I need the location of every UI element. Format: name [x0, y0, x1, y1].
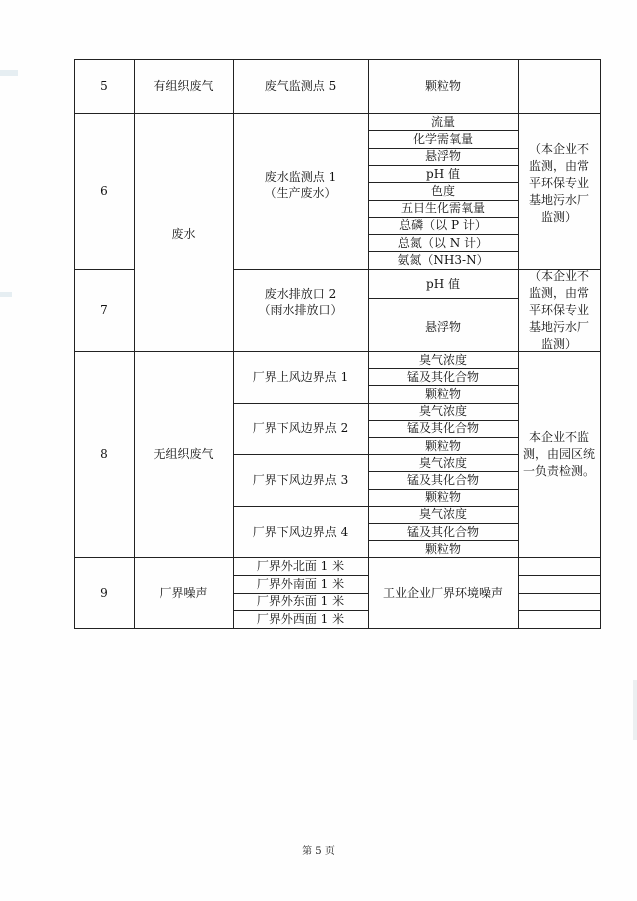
monitoring-item-cell: 悬浮物 — [424, 319, 461, 334]
monitoring-item-cell: 工业企业厂界环境噪声 — [382, 585, 503, 600]
remark-cell: 监测） — [540, 209, 577, 224]
table-rule — [233, 59, 234, 629]
remark-cell: （本企业不 — [528, 141, 589, 156]
monitoring-item-cell: 锰及其化合物 — [406, 369, 479, 384]
monitoring-item-cell: pH 值 — [426, 276, 460, 291]
remark-cell: 本企业不监 — [528, 430, 589, 445]
row-number: 5 — [100, 79, 108, 93]
monitoring-point-cell: 废水监测点 1 — [264, 169, 337, 184]
table-rule — [368, 368, 519, 369]
table-rule — [368, 523, 519, 524]
monitoring-item-cell: 锰及其化合物 — [406, 421, 479, 436]
page-number: 第 5 页 — [302, 846, 335, 857]
monitoring-point-cell: （生产废水） — [264, 185, 337, 200]
table-rule — [368, 200, 519, 201]
monitoring-item-cell: 臭气浓度 — [418, 507, 467, 522]
remark-cell: 监测，由常 — [528, 286, 589, 300]
remark-cell: 基地污水厂 — [528, 192, 589, 207]
monitoring-item-cell: 色度 — [430, 183, 455, 198]
monitoring-item-cell: 颗粒物 — [424, 79, 461, 93]
remark-cell: 监测，由常 — [528, 158, 589, 173]
monitoring-item-cell: 锰及其化合物 — [406, 473, 479, 487]
table-rule — [518, 610, 601, 611]
scan-edge-mark — [0, 292, 12, 297]
remark-cell: 监测） — [540, 337, 577, 351]
table-rule — [368, 165, 519, 166]
remark-cell: 一负责检测。 — [522, 464, 595, 479]
monitoring-item-cell: 臭气浓度 — [418, 404, 467, 419]
monitoring-item-cell: 总磷（以 P 计） — [399, 218, 487, 233]
category-cell: 无组织废气 — [153, 447, 214, 462]
monitoring-point-cell: 厂界下风边界点 3 — [252, 473, 349, 487]
category-cell: 有组织废气 — [153, 79, 214, 93]
table-rule — [368, 471, 519, 472]
monitoring-item-cell: 臭气浓度 — [418, 455, 467, 470]
category-cell: 废水 — [171, 227, 196, 241]
row-number: 9 — [100, 585, 108, 600]
table-rule — [368, 59, 369, 629]
monitoring-point-cell: 厂界上风边界点 1 — [252, 369, 349, 384]
table-rule — [74, 59, 75, 629]
remark-cell: （本企业不 — [528, 269, 589, 283]
table-rule — [368, 148, 519, 149]
category-cell: 厂界噪声 — [159, 585, 208, 600]
monitoring-item-cell: 颗粒物 — [424, 490, 461, 505]
table-rule — [233, 610, 369, 611]
monitoring-point-cell: 废水排放口 2 — [264, 287, 337, 301]
table-rule — [368, 234, 519, 235]
table-rule — [368, 540, 519, 541]
scan-edge-mark — [633, 680, 637, 740]
table-rule — [518, 593, 601, 594]
table-rule — [74, 113, 601, 114]
scan-edge-mark — [0, 70, 18, 76]
monitoring-item-cell: pH 值 — [426, 166, 460, 181]
table-rule — [74, 351, 601, 352]
monitoring-item-cell: 颗粒物 — [424, 438, 461, 453]
row-number: 6 — [100, 183, 108, 198]
table-rule — [233, 575, 369, 576]
monitoring-item-cell: 颗粒物 — [424, 387, 461, 401]
remark-cell: 测，由园区统 — [522, 447, 595, 462]
table-bottom-rule — [74, 628, 601, 629]
table-rule — [368, 251, 519, 252]
monitoring-item-cell: 锰及其化合物 — [406, 524, 479, 539]
table-top-rule — [74, 59, 601, 60]
monitoring-point-cell: 厂界外西面 1 米 — [256, 612, 345, 627]
row-number: 7 — [100, 303, 108, 317]
table-rule — [518, 59, 519, 629]
table-rule — [368, 437, 519, 438]
row-number: 8 — [100, 447, 108, 462]
monitoring-point-cell: 厂界外东面 1 米 — [256, 594, 345, 609]
table-rule — [600, 59, 601, 629]
monitoring-item-cell: 化学需氧量 — [412, 131, 473, 146]
monitoring-point-cell: 厂界下风边界点 2 — [252, 421, 349, 436]
table-rule — [368, 489, 519, 490]
monitoring-item-cell: 五日生化需氧量 — [400, 201, 485, 216]
monitoring-item-cell: 流量 — [430, 114, 455, 129]
table-rule — [134, 59, 135, 629]
monitoring-point-cell: 厂界外北面 1 米 — [256, 558, 345, 573]
monitoring-point-cell: 厂界下风边界点 4 — [252, 524, 349, 539]
monitoring-item-cell: 悬浮物 — [424, 149, 461, 164]
monitoring-item-cell: 颗粒物 — [424, 541, 461, 556]
table-rule — [233, 593, 369, 594]
monitoring-item-cell: 氨氮（NH3-N） — [397, 253, 489, 268]
table-rule — [368, 182, 519, 183]
monitoring-point-cell: 废气监测点 5 — [264, 79, 337, 93]
table-rule — [74, 557, 601, 558]
table-rule — [368, 217, 519, 218]
monitoring-item-cell: 总氮（以 N 计） — [397, 235, 489, 250]
remark-cell: 平环保专业 — [528, 303, 589, 317]
monitoring-item-cell: 臭气浓度 — [418, 352, 467, 367]
table-rule — [368, 420, 519, 421]
table-rule — [518, 575, 601, 576]
table-rule — [74, 269, 135, 270]
table-rule — [368, 385, 519, 386]
monitoring-point-cell: 厂界外南面 1 米 — [256, 576, 345, 591]
remark-cell: 平环保专业 — [528, 175, 589, 190]
remark-cell: 基地污水厂 — [528, 320, 589, 334]
table-rule — [368, 130, 519, 131]
monitoring-point-cell: （雨水排放口） — [258, 303, 343, 317]
table-rule — [368, 298, 519, 299]
